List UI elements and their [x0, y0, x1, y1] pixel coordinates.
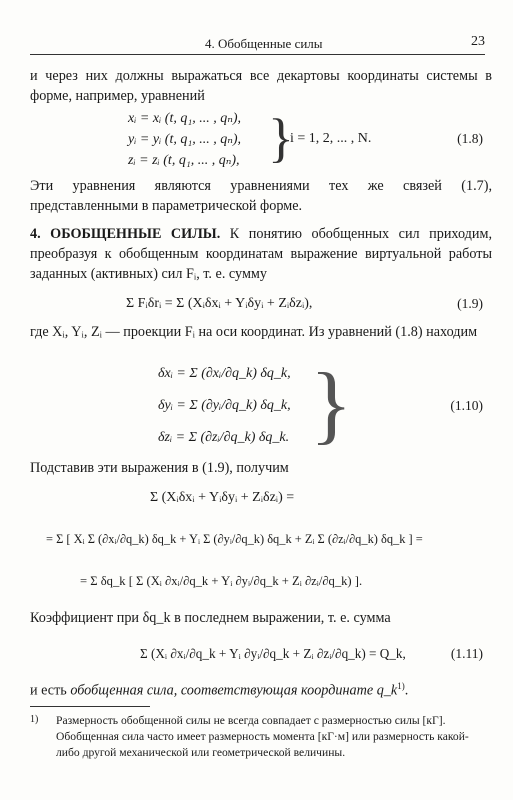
- paragraph-6: [30, 676, 492, 701]
- footnote-divider: [30, 706, 150, 707]
- section-heading: 4. ОБОБЩЕННЫЕ СИЛЫ.: [30, 226, 221, 242]
- section-4-paragraph: [30, 224, 492, 284]
- section-text: К понятию обобщенных сил приходим, преобразуя к обобщенным координатам выражение виртуальной работы заданных (активных) сил Fᵢ, т. е. сумму: [30, 226, 493, 282]
- footnote-mark: 1): [30, 714, 39, 725]
- derivation-line-1: Σ (Xᵢδxᵢ + Yᵢδyᵢ + Zᵢδzᵢ) =: [150, 490, 295, 505]
- paragraph-4: Подставив эти выражения в (1.9), получим: [30, 460, 289, 476]
- footnote-ref: 1): [397, 681, 405, 691]
- header-title: 4. Обобщенные силы: [205, 36, 323, 51]
- eq-1-9-number: (1.9): [457, 296, 483, 311]
- derivation-line-2: = Σ [ Xᵢ Σ (∂xᵢ/∂q_k) δq_k + Yᵢ Σ (∂yᵢ/∂q_k) δq_k + Zᵢ Σ (∂zᵢ/∂q_k) δq_k ] =: [46, 532, 423, 546]
- eq-1-11-number: (1.11): [450, 646, 483, 661]
- page-number: 23: [471, 34, 485, 49]
- paragraph-2: Эти уравнения являются уравнениями тех же связей (1.7), представленными в параметрической форме.: [30, 178, 492, 214]
- derivation-line-3: = Σ δq_k [ Σ (Xᵢ ∂xᵢ/∂q_k + Yᵢ ∂yᵢ/∂q_k + Zᵢ ∂zᵢ/∂q_k) ].: [80, 574, 363, 588]
- para6-end: .: [404, 682, 409, 699]
- eq-1-10-number: (1.10): [450, 398, 483, 413]
- right-brace-icon: }: [310, 356, 353, 453]
- eq-1-8-line-2: yᵢ = yᵢ (t, q₁, ... , qₙ),: [128, 132, 242, 147]
- para6-lead: и есть: [30, 682, 71, 699]
- eq-1-11-body: Σ (Xᵢ ∂xᵢ/∂q_k + Yᵢ ∂yᵢ/∂q_k + Zᵢ ∂zᵢ/∂q_k) = Q_k,: [140, 646, 406, 661]
- eq-1-8-range: i = 1, 2, ... , N.: [290, 131, 372, 146]
- eq-1-10-line-1: δxᵢ = Σ (∂xᵢ/∂q_k) δq_k,: [158, 366, 291, 381]
- eq-1-8-line-3: zᵢ = zᵢ (t, q₁, ... , qₙ),: [128, 153, 240, 168]
- footnote-text: Размерность обобщенной силы не всегда совпадает с размерностью силы [кГ]. Обобщенная сила часто имеет размерность момента [кГ·м] или размерность какой-либо другой механической или геометрической величины.: [56, 714, 469, 759]
- running-header: [30, 34, 485, 55]
- eq-1-8-number: (1.8): [457, 131, 483, 146]
- para6-definition: обобщенная сила, соответствующая координате q_k: [70, 682, 398, 699]
- eq-1-10-line-3: δzᵢ = Σ (∂zᵢ/∂q_k) δq_k.: [158, 430, 290, 445]
- paragraph-1: и через них должны выражаться все декартовы координаты системы в форме, например, уравнений: [30, 68, 492, 104]
- right-brace-icon: }: [268, 108, 294, 168]
- paragraph-3: где Xᵢ, Yᵢ, Zᵢ — проекции Fᵢ на оси координат. Из уравнений (1.8) находим: [30, 324, 478, 340]
- eq-1-8-line-1: xᵢ = xᵢ (t, q₁, ... , qₙ),: [128, 111, 242, 126]
- eq-1-9-body: Σ Fᵢδrᵢ = Σ (Xᵢδxᵢ + Yᵢδyᵢ + Zᵢδzᵢ),: [126, 296, 313, 311]
- paragraph-5: Коэффициент при δq_k в последнем выражении, т. е. сумма: [30, 610, 391, 626]
- eq-1-10-line-2: δyᵢ = Σ (∂yᵢ/∂q_k) δq_k,: [158, 398, 291, 413]
